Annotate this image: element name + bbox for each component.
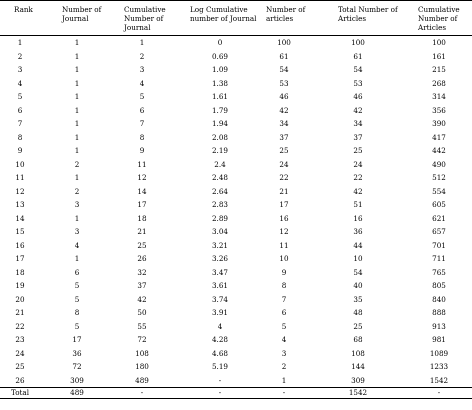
cell-log-cumulative: 4.68 — [211, 348, 228, 358]
cell-number-of-articles: 34 — [279, 119, 289, 128]
cell-cumulative-articles: 215 — [432, 65, 446, 74]
cell-number-of-journal: 1 — [74, 92, 80, 101]
cell-rank: 3 — [17, 65, 23, 74]
cell-rank: 20 — [15, 294, 25, 304]
cell-log-cumulative: 3.21 — [211, 240, 228, 250]
table-row — [0, 266, 472, 280]
cell-total-articles: 25 — [353, 321, 363, 331]
cell-total-articles: 24 — [353, 159, 363, 169]
cell-cumulative-articles: 657 — [432, 227, 446, 236]
cell-number-of-articles: 9 — [281, 267, 287, 277]
cell-log-cumulative: 1.94 — [211, 119, 228, 128]
total-cell-number-of-articles: - — [262, 388, 334, 399]
cell-number-of-journal: 2 — [74, 186, 80, 196]
cell-log-cumulative: 3.74 — [211, 294, 228, 304]
cell-total-articles: 46 — [353, 92, 363, 101]
cell-rank: 17 — [15, 254, 25, 263]
cell-number-of-articles: 54 — [279, 65, 289, 74]
table-row — [0, 320, 472, 334]
cell-log-cumulative: 1.09 — [211, 65, 228, 74]
cell-number-of-journal: 3 — [74, 227, 80, 236]
cell-number-of-articles: 5 — [281, 321, 287, 331]
cell-number-of-journal: 1 — [74, 132, 80, 142]
cell-number-of-journal: 5 — [74, 294, 80, 304]
cell-cumulative-articles: 100 — [432, 38, 446, 47]
cell-cumulative-journal: 4 — [139, 78, 145, 88]
cell-cumulative-journal: 180 — [135, 362, 149, 371]
cell-rank: 19 — [15, 281, 25, 290]
cell-log-cumulative: 3.26 — [211, 254, 228, 263]
cell-rank: 14 — [15, 213, 25, 223]
cell-log-cumulative: 2.19 — [211, 146, 228, 155]
cell-cumulative-articles: 605 — [432, 200, 446, 209]
cell-log-cumulative: 3.61 — [211, 281, 228, 290]
cell-number-of-articles: 61 — [279, 51, 289, 61]
total-cell-total-articles: 1542 — [334, 388, 408, 399]
cell-cumulative-articles: 621 — [432, 213, 446, 223]
cell-number-of-articles: 22 — [279, 173, 289, 182]
cell-rank: 5 — [17, 92, 23, 101]
table-row — [0, 63, 472, 77]
cell-number-of-journal: 1 — [74, 213, 80, 223]
cell-rank: 25 — [15, 362, 25, 371]
cell-total-articles: 144 — [351, 362, 365, 371]
cell-cumulative-journal: 3 — [139, 65, 145, 74]
table-body — [0, 36, 472, 399]
cell-cumulative-articles: 913 — [432, 321, 446, 331]
cell-cumulative-journal: 7 — [139, 119, 145, 128]
cell-rank: 6 — [17, 105, 23, 115]
table-row — [0, 333, 472, 347]
table-row — [0, 279, 472, 293]
cell-cumulative-articles: 888 — [432, 308, 446, 317]
cell-cumulative-journal: 11 — [137, 159, 147, 169]
cell-cumulative-journal: 37 — [137, 281, 147, 290]
cell-cumulative-articles: 442 — [432, 146, 446, 155]
table-row — [0, 239, 472, 253]
table-row — [0, 131, 472, 145]
cell-rank: 18 — [15, 267, 25, 277]
cell-number-of-journal: 6 — [74, 267, 80, 277]
cell-number-of-journal: 309 — [70, 375, 84, 385]
cell-total-articles: 34 — [353, 119, 363, 128]
cell-number-of-journal: 1 — [74, 65, 80, 74]
cell-rank: 24 — [15, 348, 25, 358]
table-row — [0, 77, 472, 91]
cell-total-articles: 309 — [351, 375, 365, 385]
cell-cumulative-articles: 356 — [432, 105, 446, 115]
table-row — [0, 306, 472, 320]
cell-log-cumulative: 2.89 — [211, 213, 228, 223]
cell-cumulative-journal: 1 — [139, 38, 145, 47]
header-log-cumulative: Log Cumulative number of Journal — [190, 5, 257, 23]
cell-number-of-articles: 11 — [279, 240, 289, 250]
total-cell-number-of-journal: 489 — [58, 388, 120, 399]
cell-log-cumulative: 2.08 — [211, 132, 228, 142]
cell-number-of-journal: 36 — [72, 348, 82, 358]
cell-rank: 8 — [17, 132, 23, 142]
cell-rank: 12 — [15, 186, 25, 196]
cell-cumulative-journal: 18 — [137, 213, 147, 223]
cell-rank: 22 — [15, 321, 25, 331]
cell-number-of-articles: 6 — [281, 308, 287, 317]
table-row — [0, 212, 472, 226]
cell-rank: 1 — [17, 38, 23, 47]
cell-cumulative-journal: 5 — [139, 92, 145, 101]
cell-cumulative-journal: 42 — [137, 294, 147, 304]
table-header — [0, 1, 472, 36]
cell-cumulative-articles: 390 — [432, 119, 446, 128]
cell-number-of-articles: 8 — [281, 281, 287, 290]
cell-rank: 23 — [15, 335, 25, 344]
cell-total-articles: 48 — [353, 308, 363, 317]
cell-number-of-journal: 1 — [74, 51, 80, 61]
cell-cumulative-articles: 981 — [432, 335, 446, 344]
cell-total-articles: 51 — [353, 200, 363, 209]
cell-cumulative-journal: 21 — [137, 227, 147, 236]
cell-log-cumulative: 3.04 — [211, 227, 228, 236]
header-total-number-of-articles: Total Number of Articles — [338, 5, 398, 23]
cell-log-cumulative: 2.83 — [211, 200, 228, 209]
cell-total-articles: 40 — [353, 281, 363, 290]
cell-rank: 21 — [15, 308, 25, 317]
total-cell-cumulative-articles: - — [408, 388, 472, 399]
cell-number-of-articles: 2 — [281, 362, 287, 371]
cell-cumulative-journal: 9 — [139, 146, 145, 155]
cell-number-of-articles: 3 — [281, 348, 287, 358]
total-cell-log-cumulative: - — [186, 388, 262, 399]
cell-log-cumulative: 4.28 — [211, 335, 228, 344]
cell-rank: 4 — [17, 78, 23, 88]
cell-cumulative-journal: 108 — [135, 348, 149, 358]
cell-number-of-journal: 1 — [74, 78, 80, 88]
cell-number-of-articles: 10 — [279, 254, 289, 263]
cell-cumulative-articles: 417 — [432, 132, 446, 142]
cell-cumulative-journal: 489 — [135, 375, 149, 385]
cell-number-of-articles: 7 — [281, 294, 287, 304]
cell-number-of-journal: 1 — [74, 105, 80, 115]
cell-rank: 7 — [17, 119, 23, 128]
table-row — [0, 104, 472, 118]
total-cell-rank: Total — [0, 388, 58, 399]
cell-cumulative-articles: 840 — [432, 294, 446, 304]
cell-number-of-journal: 1 — [74, 38, 80, 47]
cell-log-cumulative: 3.47 — [211, 267, 228, 277]
table-row — [0, 158, 472, 172]
cell-number-of-articles: 46 — [279, 92, 289, 101]
cell-cumulative-articles: 1542 — [429, 375, 449, 385]
cell-cumulative-articles: 805 — [432, 281, 446, 290]
cell-cumulative-articles: 1233 — [429, 362, 449, 371]
cell-total-articles: 61 — [353, 51, 363, 61]
cell-log-cumulative: 2.48 — [211, 173, 228, 182]
cell-total-articles: 44 — [353, 240, 363, 250]
cell-total-articles: 35 — [353, 294, 363, 304]
cell-total-articles: 42 — [353, 186, 363, 196]
table-row — [0, 171, 472, 185]
cell-rank: 11 — [15, 173, 25, 182]
cell-number-of-journal: 1 — [74, 119, 80, 128]
cell-number-of-articles: 37 — [279, 132, 289, 142]
cell-cumulative-journal: 17 — [137, 200, 147, 209]
table-row — [0, 360, 472, 374]
table-row — [0, 198, 472, 212]
cell-cumulative-articles: 161 — [432, 51, 446, 61]
cell-log-cumulative: 3.91 — [211, 308, 228, 317]
cell-log-cumulative: 2.4 — [214, 159, 226, 169]
cell-cumulative-articles: 490 — [432, 159, 446, 169]
table-row — [0, 50, 472, 64]
cell-cumulative-articles: 512 — [432, 173, 446, 182]
cell-number-of-articles: 100 — [277, 38, 291, 47]
cell-number-of-journal: 1 — [74, 254, 80, 263]
cell-total-articles: 22 — [353, 173, 363, 182]
cell-cumulative-journal: 55 — [137, 321, 147, 331]
cell-cumulative-journal: 72 — [137, 335, 147, 344]
cell-rank: 9 — [17, 146, 23, 155]
header-rank: Rank — [14, 5, 33, 14]
cell-total-articles: 37 — [353, 132, 363, 142]
cell-number-of-journal: 2 — [74, 159, 80, 169]
total-row — [0, 388, 472, 399]
cell-number-of-journal: 5 — [74, 321, 80, 331]
cell-cumulative-articles: 711 — [432, 254, 446, 263]
cell-number-of-journal: 4 — [74, 240, 80, 250]
table-row — [0, 144, 472, 158]
header-cumulative-number-of-journal: Cumulative Number of Journal — [124, 5, 166, 32]
cell-number-of-articles: 42 — [279, 105, 289, 115]
cell-number-of-articles: 21 — [279, 186, 289, 196]
cell-total-articles: 54 — [353, 65, 363, 74]
cell-log-cumulative: 2.64 — [211, 186, 228, 196]
cell-total-articles: 10 — [353, 254, 363, 263]
table-row — [0, 90, 472, 104]
cell-total-articles: 53 — [353, 78, 363, 88]
cell-number-of-articles: 16 — [279, 213, 289, 223]
cell-total-articles: 100 — [351, 38, 365, 47]
table-row — [0, 36, 472, 50]
cell-cumulative-articles: 765 — [432, 267, 446, 277]
cell-total-articles: 42 — [353, 105, 363, 115]
cell-number-of-articles: 12 — [279, 227, 289, 236]
cell-rank: 26 — [15, 375, 25, 385]
cell-cumulative-articles: 314 — [432, 92, 446, 101]
cell-cumulative-journal: 50 — [137, 308, 147, 317]
cell-log-cumulative: 0.69 — [211, 51, 228, 61]
cell-cumulative-journal: 26 — [137, 254, 147, 263]
header-number-of-journal: Number of Journal — [62, 5, 102, 23]
cell-cumulative-journal: 25 — [137, 240, 147, 250]
cell-number-of-journal: 1 — [74, 173, 80, 182]
cell-log-cumulative: 0 — [217, 38, 223, 47]
cell-cumulative-journal: 2 — [139, 51, 145, 61]
cell-cumulative-journal: 14 — [137, 186, 147, 196]
cell-number-of-journal: 17 — [72, 335, 82, 344]
cell-total-articles: 36 — [353, 227, 363, 236]
cell-log-cumulative: 1.38 — [211, 78, 228, 88]
table-row — [0, 185, 472, 199]
cell-cumulative-articles: 1089 — [429, 348, 449, 358]
table-row — [0, 225, 472, 239]
cell-number-of-journal: 1 — [74, 146, 80, 155]
table-row — [0, 293, 472, 307]
cell-number-of-articles: 4 — [281, 335, 287, 344]
cell-cumulative-articles: 268 — [432, 78, 446, 88]
table-row — [0, 347, 472, 361]
header-cumulative-number-of-articles: Cumulative Number of Articles — [418, 5, 460, 32]
cell-cumulative-journal: 12 — [137, 173, 147, 182]
cell-total-articles: 54 — [353, 267, 363, 277]
cell-cumulative-journal: 6 — [139, 105, 145, 115]
table-row — [0, 117, 472, 131]
cell-number-of-articles: 17 — [279, 200, 289, 209]
cell-log-cumulative: 1.79 — [211, 105, 228, 115]
cell-log-cumulative: 4 — [217, 321, 223, 331]
cell-number-of-journal: 72 — [72, 362, 82, 371]
cell-total-articles: 68 — [353, 335, 363, 344]
cell-rank: 10 — [15, 159, 25, 169]
cell-total-articles: 108 — [351, 348, 365, 358]
cell-rank: 15 — [15, 227, 25, 236]
cell-cumulative-journal: 8 — [139, 132, 145, 142]
cell-cumulative-journal: 32 — [137, 267, 147, 277]
cell-number-of-journal: 3 — [74, 200, 80, 209]
cell-cumulative-articles: 701 — [432, 240, 446, 250]
cell-rank: 16 — [15, 240, 25, 250]
cell-number-of-articles: 24 — [279, 159, 289, 169]
cell-total-articles: 25 — [353, 146, 363, 155]
cell-number-of-articles: 1 — [281, 375, 287, 385]
cell-log-cumulative: 1.61 — [211, 92, 228, 101]
cell-number-of-articles: 25 — [279, 146, 289, 155]
table-row — [0, 374, 472, 388]
total-cell-cumulative-journal: - — [120, 388, 186, 399]
cell-number-of-journal: 5 — [74, 281, 80, 290]
header-row — [0, 1, 472, 36]
cell-cumulative-articles: 554 — [432, 186, 446, 196]
cell-rank: 13 — [15, 200, 25, 209]
cell-total-articles: 16 — [353, 213, 363, 223]
cell-log-cumulative: 5.19 — [211, 362, 228, 371]
header-number-of-articles: Number of articles — [266, 5, 306, 23]
cell-number-of-articles: 53 — [279, 78, 289, 88]
cell-log-cumulative: - — [218, 375, 222, 385]
table-row — [0, 252, 472, 266]
cell-number-of-journal: 8 — [74, 308, 80, 317]
cell-rank: 2 — [17, 51, 23, 61]
